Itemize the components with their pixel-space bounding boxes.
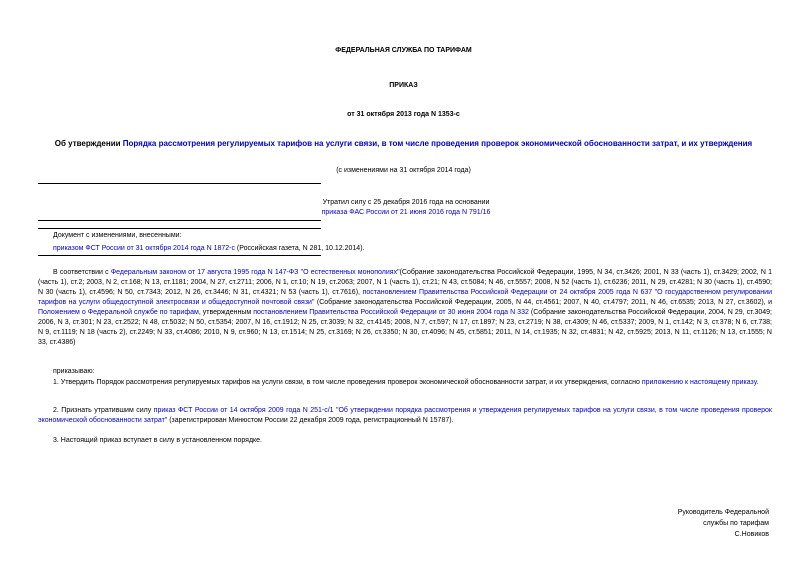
doc-date-number: от 31 октября 2013 года N 1353-с: [347, 111, 460, 118]
separator-line: [38, 228, 321, 229]
old-order-link[interactable]: приказ ФСТ России от 14 октября 2009 года N 251-с/1 "Об утверждении порядка рассмотрения и утверждения регулируемых тарифов на услуги связи, в том числе проведения проверок экономической обоснованности затрат": [38, 407, 772, 424]
item-1: [38, 378, 772, 388]
agency-title: ФЕДЕРАЛЬНАЯ СЛУЖБА ПО ТАРИФАМ: [335, 47, 472, 54]
preamble-text: (Собрание законодательства Российской Федерации, 2004, N 29, ст.3049; 2006, N 3, ст.301; N 23, ст.2522; N 48, ст.5032; N 50, ст.5354; 2007, N 16, ст.1912; N 25, ст.3039; N 32, ст.4145; 2008, N 7, ст.597; N 17, ст.1897; N 23, ст.2719; N 38, ст.4309; N 46, ст.5337; 2009, N 1, ст.142; N 3, ст.378; N 6, ст.738; N 9, ст.1119; N 18 (часть 2), ст.2249; N 33, ст.4086; 2010, N 9, ст.960; N 13, ст.1514; N 25, ст.3169; N 26, ст.3350; N 30, ст.4096; N 45, ст.5851; 2011, N 14, ст.1935; N 32, ст.4831; N 42, ст.5925; 2013, N 11, ст.1126; N 13, ст.1555; N 33, ст.4386): [38, 309, 772, 346]
amendments-block: [53, 231, 364, 254]
item-1-text: 1. Утвердить Порядок рассмотрения регулируемых тарифов на услуги связи, в том числе проведения проверок экономической обоснованности затрат, и их утверждения, согласно: [53, 379, 642, 386]
signature-block: [678, 508, 769, 540]
order-word: приказываю:: [53, 368, 95, 375]
changes-note: (с изменениями на 31 октября 2014 года): [336, 167, 471, 174]
lost-force-text: Утратил силу с 25 декабря 2016 года на основании: [322, 199, 490, 206]
item-2-text: 2. Признать утратившим силу: [53, 407, 154, 414]
signature-agency: службы по тарифам: [703, 520, 769, 527]
document-title: [40, 138, 767, 149]
amendments-line: [53, 244, 364, 254]
amendments-tail: (Российская газета, N 281, 10.12.2014).: [234, 245, 365, 252]
signature-position: Руководитель Федеральной: [677, 509, 769, 516]
appendix-link[interactable]: приложению к настоящему приказу: [641, 379, 757, 386]
separator-line: [38, 255, 321, 256]
item-2: [38, 406, 772, 426]
title-prefix: Об утверждении: [54, 139, 123, 148]
federal-law-link[interactable]: Федеральным законом от 17 августа 1995 года N 147-ФЗ "О естественных монополиях": [110, 269, 400, 276]
lost-force-block: [300, 198, 512, 218]
title-link[interactable]: Порядка рассмотрения регулируемых тарифов на услуги связи, в том числе проведения проверок экономической обоснованности затрат, и их утверждения: [122, 139, 753, 148]
item-1-tail: .: [756, 379, 759, 386]
preamble-text: (Собрание законодательства Российской Федерации, 2005, N 44, ст.4561; 2007, N 40, ст.4797; 2011, N 46, ст.6535; 2013, N 27, ст.3602), и: [314, 299, 772, 306]
separator-line: [38, 183, 321, 184]
item-2-tail: (зарегистрирован Минюстом России 22 декабря 2009 года, регистрационный N 15787).: [167, 417, 454, 424]
preamble-text: , утвержденным: [198, 309, 254, 316]
doc-type: ПРИКАЗ: [389, 82, 418, 89]
decree-332-link[interactable]: постановлением Правительства Российской Федерации от 30 июня 2004 года N 332: [253, 309, 529, 316]
amendments-label: Документ с изменениями, внесенными:: [53, 232, 182, 239]
preamble-text: (Собрание законодательства Российской Федерации, 1995, N 34, ст.3426; 2001, N 33 (часть 1), ст.3429; 2002, N 1 (часть 1), ст.2; 2003, N 2, ст.168; N 13, ст.1181; 2004, N 27, ст.2711; 2006, N 1, ст.10; N 19, ст.2063; 2007, N 1 (часть 1), ст.21; N 43, ст.5084; N 46, ст.5557; 2008, N 52 (часть 1), ст.6236; 2011, N 29, ст.4281; N 30 (часть 1), ст.4590; N 30 (часть 1), ст.4596; N 50, ст.7343; 2012, N 26, ст.3446; N 31, ст.4321; N 53 (часть 1), ст.7616),: [38, 269, 772, 296]
signature-name: С.Новиков: [734, 531, 769, 538]
preamble-paragraph: [38, 268, 772, 348]
item-3: 3. Настоящий приказ вступает в силу в установленном порядке.: [53, 437, 263, 444]
separator-line: [38, 220, 321, 221]
regulation-link[interactable]: Положением о Федеральной службе по тарифам: [38, 309, 199, 316]
lost-force-link[interactable]: приказа ФАС России от 21 июня 2016 года N 791/16: [321, 209, 491, 216]
preamble-text: В соответствии с: [53, 269, 111, 276]
amendments-link[interactable]: приказом ФСТ России от 31 октября 2014 года N 1872-с: [53, 245, 235, 252]
government-decree-link[interactable]: постановлением Правительства Российской Федерации от 24 октября 2005 года N 637 "О государственном регулировании тарифов на услуги общедоступной электросвязи и общедоступной почтовой связи": [38, 289, 772, 306]
